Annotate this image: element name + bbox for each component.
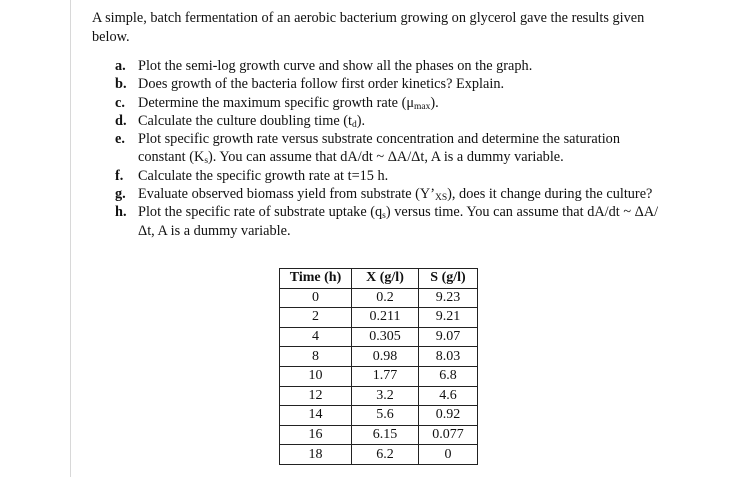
subscript: max: [414, 101, 431, 112]
question-item-g: [115, 185, 665, 203]
table-cell: 0.98: [352, 347, 419, 367]
question-label: f.: [115, 167, 124, 184]
question-text: [138, 185, 665, 203]
question-label: a.: [115, 58, 126, 74]
question-label: b.: [115, 76, 127, 93]
table-cell: 10: [280, 366, 352, 386]
table-row: [280, 406, 478, 426]
text-segment: Evaluate observed biomass yield from substrate (Y’: [138, 186, 435, 203]
text-segment: ), does it change during the culture?: [447, 186, 653, 203]
subscript: s: [204, 156, 209, 167]
text-segment: Plot specific growth rate versus substrate concentration and determine the saturation constant (K: [138, 131, 620, 166]
question-item-a: [115, 57, 665, 75]
question-text: Calculate the specific growth rate at t=15 h.: [138, 167, 389, 184]
question-list: [115, 57, 665, 240]
question-item-b: [115, 75, 665, 93]
table-cell: 12: [280, 386, 352, 406]
question-label: c.: [115, 94, 125, 111]
question-text: [138, 94, 665, 112]
text-segment: Calculate the culture doubling time (t: [138, 112, 352, 129]
subscript: XS: [434, 193, 448, 204]
table-row: [280, 445, 478, 465]
subscript: d: [352, 119, 357, 130]
table-cell: 3.2: [352, 386, 419, 406]
mu-symbol: μ: [406, 94, 415, 111]
table-cell: 0.211: [352, 308, 419, 328]
table-row: [280, 308, 478, 328]
table-cell: 9.21: [419, 308, 478, 328]
table-cell: 0.077: [419, 425, 478, 445]
question-text: Plot the semi-log growth curve and show all the phases on the graph.: [138, 58, 533, 74]
data-table: [279, 268, 478, 465]
table-cell: 5.6: [352, 406, 419, 426]
table-cell: 0.2: [352, 288, 419, 308]
question-label: e.: [115, 131, 125, 148]
table-cell: 9.07: [419, 327, 478, 347]
text-segment: ) versus time. You can assume that dA/dt ~ ΔA/Δt, A is a dummy variable.: [138, 204, 659, 239]
table-cell: 16: [280, 425, 352, 445]
column-header-time: Time (h): [280, 269, 352, 289]
question-item-d: [115, 112, 665, 130]
table-cell: 6.8: [419, 366, 478, 386]
table-header-row: [280, 269, 478, 289]
column-header-substrate: S (g/l): [419, 269, 478, 289]
question-label: h.: [115, 204, 127, 221]
table-cell: 18: [280, 445, 352, 465]
table-cell: 4.6: [419, 386, 478, 406]
table-cell: 8.03: [419, 347, 478, 367]
question-item-e: [115, 130, 665, 167]
text-segment: Plot the specific rate of substrate uptake (q: [138, 204, 383, 221]
question-text: [138, 112, 665, 130]
table-cell: 2: [280, 308, 352, 328]
table-row: [280, 366, 478, 386]
question-label: d.: [115, 112, 127, 129]
question-item-f: [115, 167, 665, 185]
question-item-c: [115, 94, 665, 112]
text-segment: ).: [356, 112, 366, 129]
table-cell: 9.23: [419, 288, 478, 308]
question-label: g.: [115, 186, 126, 203]
table-row: [280, 347, 478, 367]
table-row: [280, 386, 478, 406]
table-cell: 6.15: [352, 425, 419, 445]
question-text: [138, 130, 665, 167]
table-cell: 8: [280, 347, 352, 367]
intro-paragraph: A simple, batch fermentation of an aerobic bacterium growing on glycerol gave the results given below.: [92, 10, 645, 45]
question-text: Does growth of the bacteria follow first order kinetics? Explain.: [138, 76, 505, 93]
table-cell: 6.2: [352, 445, 419, 465]
table-row: [280, 288, 478, 308]
question-item-h: [115, 203, 665, 240]
subscript: s: [382, 211, 386, 222]
table-row: [280, 327, 478, 347]
table-cell: 0.305: [352, 327, 419, 347]
table-cell: 1.77: [352, 366, 419, 386]
question-text: [138, 203, 665, 240]
column-header-biomass: X (g/l): [352, 269, 419, 289]
text-segment: Determine the maximum specific growth rate (: [138, 94, 407, 111]
table-cell: 14: [280, 406, 352, 426]
table-cell: 0: [280, 288, 352, 308]
table-cell: 0: [419, 445, 478, 465]
table-cell: 0.92: [419, 406, 478, 426]
text-segment: ).: [430, 94, 439, 111]
table-cell: 4: [280, 327, 352, 347]
text-segment: ). You can assume that dA/dt ~ ΔA/Δt, A is a dummy variable.: [208, 149, 564, 166]
table-row: [280, 425, 478, 445]
